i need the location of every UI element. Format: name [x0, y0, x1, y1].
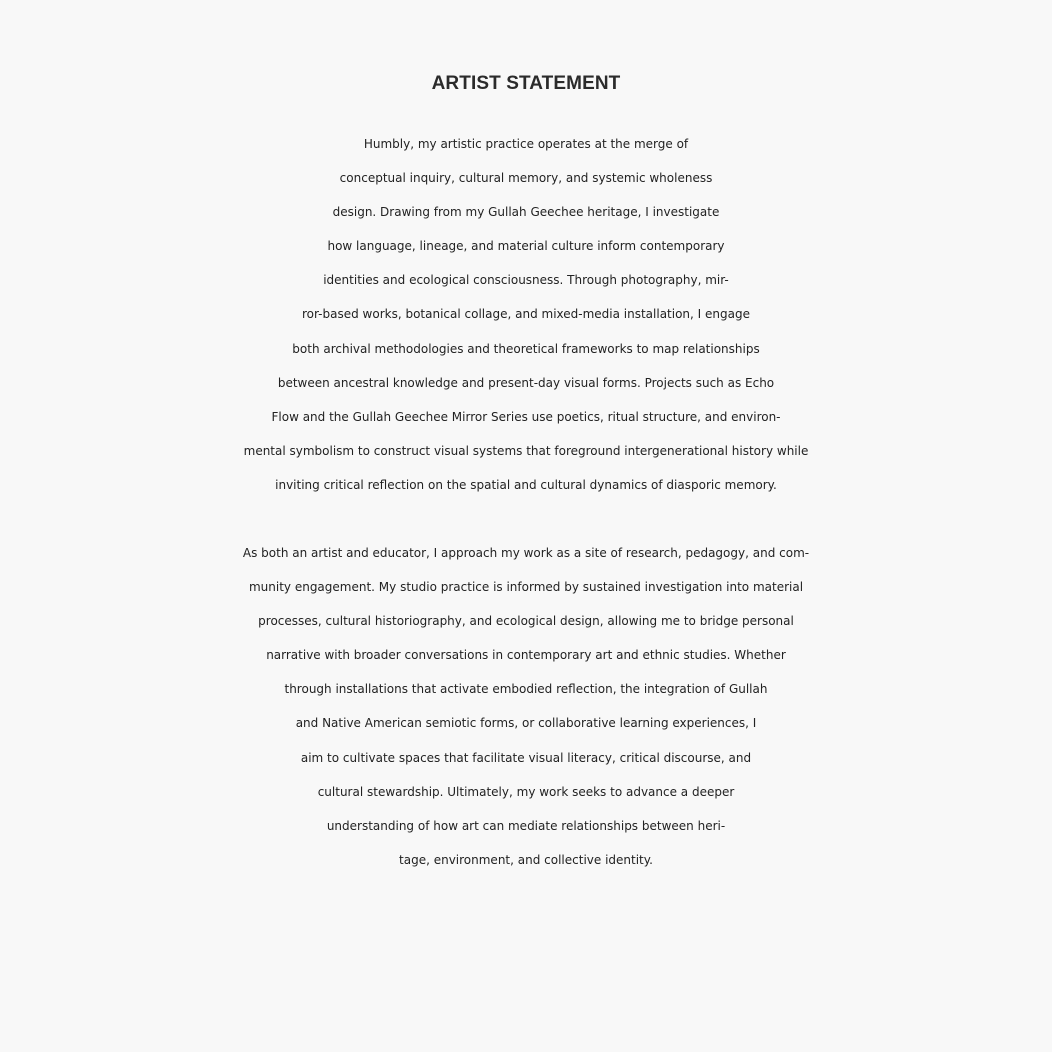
statement-paragraph-2	[0, 536, 1052, 877]
paragraph-line: Flow and the Gullah Geechee Mirror Series use poetics, ritual structure, and environ-	[271, 409, 781, 424]
paragraph-line: As both an artist and educator, I approach my work as a site of research, pedagogy, and com-	[242, 546, 810, 560]
paragraph-line: munity engagement. My studio practice is informed by sustained investigation into material	[248, 580, 804, 595]
paragraph-line: cultural stewardship. Ultimately, my work seeks to advance a deeper	[317, 784, 735, 799]
paragraph-line: conceptual inquiry, cultural memory, and systemic wholeness	[339, 171, 713, 186]
paragraph-line: design. Drawing from my Gullah Geechee heritage, I investigate	[332, 205, 720, 220]
paragraph-line: how language, lineage, and material culture inform contemporary	[327, 239, 725, 254]
paragraph-line: tage, environment, and collective identity.	[399, 852, 653, 867]
paragraph-line: understanding of how art can mediate relationships between heri-	[326, 818, 726, 833]
paragraph-line: through installations that activate embodied reflection, the integration of Gullah	[284, 682, 768, 697]
paragraph-line: ror-based works, botanical collage, and mixed-media installation, I engage	[302, 307, 750, 322]
paragraph-line: between ancestral knowledge and present-day visual forms. Projects such as Echo	[277, 375, 775, 390]
paragraph-line: mental symbolism to construct visual systems that foreground intergenerational history while	[243, 443, 809, 458]
paragraph-line: narrative with broader conversations in contemporary art and ethnic studies. Whether	[266, 648, 786, 663]
paragraph-line: both archival methodologies and theoretical frameworks to map relationships	[292, 341, 760, 356]
paragraph-line: Humbly, my artistic practice operates at the merge of	[363, 137, 689, 151]
paragraph-line: and Native American semiotic forms, or collaborative learning experiences, I	[295, 716, 757, 731]
paragraph-line: inviting critical reflection on the spatial and cultural dynamics of diasporic memory.	[275, 477, 777, 492]
paragraph-line: identities and ecological consciousness. Through photography, mir-	[323, 273, 729, 288]
page-title: ARTIST STATEMENT	[431, 73, 621, 94]
statement-paragraph-1	[0, 127, 1052, 502]
paragraph-line: aim to cultivate spaces that facilitate visual literacy, critical discourse, and	[300, 750, 752, 765]
paragraph-line: processes, cultural historiography, and ecological design, allowing me to bridge personal	[258, 614, 794, 629]
